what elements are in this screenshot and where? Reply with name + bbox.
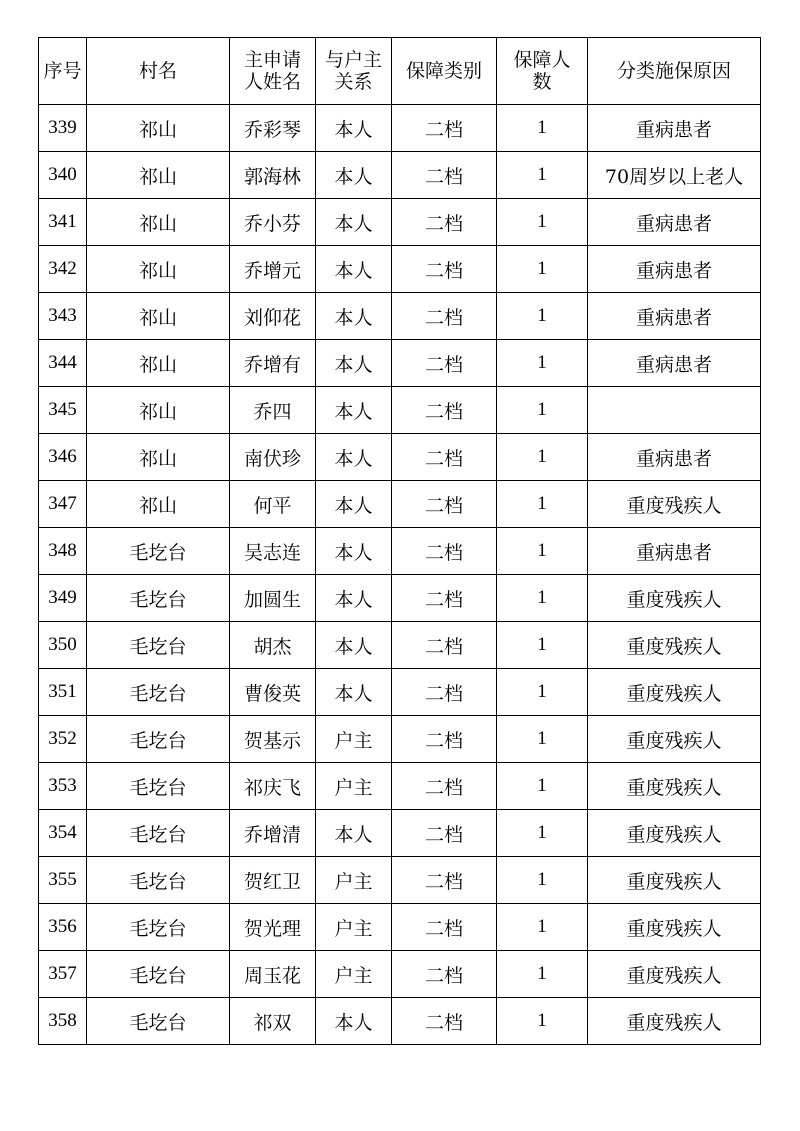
cell-reason: 重病患者 bbox=[588, 199, 761, 246]
cell-seq: 340 bbox=[39, 152, 87, 199]
cell-relation: 本人 bbox=[316, 387, 392, 434]
cell-count: 1 bbox=[497, 669, 588, 716]
cell-village: 祁山 bbox=[87, 387, 230, 434]
cell-seq: 352 bbox=[39, 716, 87, 763]
cell-relation: 户主 bbox=[316, 951, 392, 998]
cell-count: 1 bbox=[497, 857, 588, 904]
cell-seq: 350 bbox=[39, 622, 87, 669]
header-applicant-line2: 人姓名 bbox=[243, 71, 301, 93]
cell-count: 1 bbox=[497, 575, 588, 622]
cell-count: 1 bbox=[497, 763, 588, 810]
cell-relation: 本人 bbox=[316, 105, 392, 152]
cell-count: 1 bbox=[497, 434, 588, 481]
cell-reason: 重病患者 bbox=[588, 528, 761, 575]
cell-seq: 348 bbox=[39, 528, 87, 575]
table-row bbox=[39, 387, 761, 434]
cell-applicant-name: 吴志连 bbox=[230, 528, 316, 575]
cell-seq: 343 bbox=[39, 293, 87, 340]
table-row bbox=[39, 293, 761, 340]
cell-category: 二档 bbox=[392, 669, 497, 716]
cell-reason: 重度残疾人 bbox=[588, 481, 761, 528]
cell-village: 祁山 bbox=[87, 246, 230, 293]
cell-count: 1 bbox=[497, 152, 588, 199]
cell-seq: 345 bbox=[39, 387, 87, 434]
cell-relation: 户主 bbox=[316, 904, 392, 951]
cell-applicant-name: 南伏珍 bbox=[230, 434, 316, 481]
cell-count: 1 bbox=[497, 105, 588, 152]
cell-applicant-name: 祁庆飞 bbox=[230, 763, 316, 810]
header-applicant-line1: 主申请 bbox=[243, 49, 301, 71]
cell-village: 毛圪台 bbox=[87, 716, 230, 763]
cell-reason: 重病患者 bbox=[588, 340, 761, 387]
table-row bbox=[39, 763, 761, 810]
cell-village: 祁山 bbox=[87, 152, 230, 199]
cell-seq: 339 bbox=[39, 105, 87, 152]
cell-seq: 349 bbox=[39, 575, 87, 622]
cell-applicant-name: 周玉花 bbox=[230, 951, 316, 998]
cell-category: 二档 bbox=[392, 904, 497, 951]
cell-seq: 353 bbox=[39, 763, 87, 810]
cell-relation: 本人 bbox=[316, 293, 392, 340]
cell-applicant-name: 胡杰 bbox=[230, 622, 316, 669]
cell-count: 1 bbox=[497, 951, 588, 998]
header-category: 保障类别 bbox=[392, 38, 497, 105]
cell-category: 二档 bbox=[392, 528, 497, 575]
header-seq: 序号 bbox=[39, 38, 87, 105]
cell-relation: 本人 bbox=[316, 810, 392, 857]
cell-category: 二档 bbox=[392, 716, 497, 763]
cell-category: 二档 bbox=[392, 857, 497, 904]
cell-category: 二档 bbox=[392, 340, 497, 387]
table-body bbox=[39, 105, 761, 1045]
cell-seq: 342 bbox=[39, 246, 87, 293]
cell-reason bbox=[588, 387, 761, 434]
header-count-line1: 保障人 bbox=[513, 49, 571, 71]
cell-applicant-name: 乔增清 bbox=[230, 810, 316, 857]
cell-reason: 重病患者 bbox=[588, 246, 761, 293]
cell-category: 二档 bbox=[392, 293, 497, 340]
cell-seq: 358 bbox=[39, 998, 87, 1045]
cell-applicant-name: 郭海林 bbox=[230, 152, 316, 199]
cell-village: 毛圪台 bbox=[87, 904, 230, 951]
cell-relation: 本人 bbox=[316, 340, 392, 387]
cell-reason: 重度残疾人 bbox=[588, 669, 761, 716]
cell-reason: 重度残疾人 bbox=[588, 716, 761, 763]
cell-count: 1 bbox=[497, 387, 588, 434]
cell-category: 二档 bbox=[392, 199, 497, 246]
cell-reason: 70周岁以上老人 bbox=[588, 152, 761, 199]
cell-relation: 户主 bbox=[316, 857, 392, 904]
cell-village: 毛圪台 bbox=[87, 998, 230, 1045]
cell-category: 二档 bbox=[392, 434, 497, 481]
cell-relation: 本人 bbox=[316, 575, 392, 622]
cell-applicant-name: 刘仰花 bbox=[230, 293, 316, 340]
cell-reason: 重病患者 bbox=[588, 434, 761, 481]
cell-category: 二档 bbox=[392, 152, 497, 199]
table-row bbox=[39, 951, 761, 998]
cell-village: 祁山 bbox=[87, 199, 230, 246]
cell-relation: 本人 bbox=[316, 246, 392, 293]
cell-applicant-name: 乔彩琴 bbox=[230, 105, 316, 152]
cell-count: 1 bbox=[497, 904, 588, 951]
header-count-line2: 数 bbox=[532, 71, 552, 93]
cell-seq: 344 bbox=[39, 340, 87, 387]
cell-seq: 346 bbox=[39, 434, 87, 481]
cell-count: 1 bbox=[497, 246, 588, 293]
cell-reason: 重度残疾人 bbox=[588, 622, 761, 669]
cell-applicant-name: 加圆生 bbox=[230, 575, 316, 622]
cell-count: 1 bbox=[497, 622, 588, 669]
table-row bbox=[39, 105, 761, 152]
table-row bbox=[39, 528, 761, 575]
cell-village: 祁山 bbox=[87, 434, 230, 481]
cell-seq: 357 bbox=[39, 951, 87, 998]
cell-relation: 本人 bbox=[316, 669, 392, 716]
table-row bbox=[39, 481, 761, 528]
cell-category: 二档 bbox=[392, 387, 497, 434]
table-row bbox=[39, 904, 761, 951]
cell-category: 二档 bbox=[392, 998, 497, 1045]
document-page bbox=[38, 37, 761, 1045]
header-applicant bbox=[230, 38, 316, 105]
cell-reason: 重度残疾人 bbox=[588, 998, 761, 1045]
cell-relation: 本人 bbox=[316, 998, 392, 1045]
header-row bbox=[39, 38, 761, 105]
cell-count: 1 bbox=[497, 199, 588, 246]
cell-category: 二档 bbox=[392, 622, 497, 669]
cell-relation: 本人 bbox=[316, 199, 392, 246]
cell-category: 二档 bbox=[392, 246, 497, 293]
cell-applicant-name: 乔小芬 bbox=[230, 199, 316, 246]
cell-category: 二档 bbox=[392, 951, 497, 998]
cell-village: 毛圪台 bbox=[87, 622, 230, 669]
table-row bbox=[39, 716, 761, 763]
cell-relation: 本人 bbox=[316, 152, 392, 199]
table-row bbox=[39, 434, 761, 481]
cell-applicant-name: 曹俊英 bbox=[230, 669, 316, 716]
cell-seq: 347 bbox=[39, 481, 87, 528]
table-row bbox=[39, 669, 761, 716]
cell-village: 毛圪台 bbox=[87, 810, 230, 857]
table-row bbox=[39, 152, 761, 199]
cell-relation: 本人 bbox=[316, 434, 392, 481]
cell-seq: 351 bbox=[39, 669, 87, 716]
table-row bbox=[39, 340, 761, 387]
cell-applicant-name: 祁双 bbox=[230, 998, 316, 1045]
header-relation-line2: 关系 bbox=[334, 71, 373, 93]
cell-reason: 重度残疾人 bbox=[588, 575, 761, 622]
table-row bbox=[39, 810, 761, 857]
cell-seq: 354 bbox=[39, 810, 87, 857]
cell-count: 1 bbox=[497, 481, 588, 528]
table-row bbox=[39, 857, 761, 904]
cell-applicant-name: 贺红卫 bbox=[230, 857, 316, 904]
table-row bbox=[39, 199, 761, 246]
cell-reason: 重度残疾人 bbox=[588, 857, 761, 904]
cell-category: 二档 bbox=[392, 481, 497, 528]
header-village: 村名 bbox=[87, 38, 230, 105]
cell-village: 祁山 bbox=[87, 340, 230, 387]
cell-village: 毛圪台 bbox=[87, 669, 230, 716]
cell-count: 1 bbox=[497, 528, 588, 575]
cell-seq: 356 bbox=[39, 904, 87, 951]
table-row bbox=[39, 246, 761, 293]
cell-category: 二档 bbox=[392, 810, 497, 857]
cell-count: 1 bbox=[497, 293, 588, 340]
cell-village: 祁山 bbox=[87, 293, 230, 340]
header-count bbox=[497, 38, 588, 105]
cell-village: 毛圪台 bbox=[87, 857, 230, 904]
cell-reason: 重病患者 bbox=[588, 105, 761, 152]
cell-village: 祁山 bbox=[87, 105, 230, 152]
cell-seq: 341 bbox=[39, 199, 87, 246]
table-row bbox=[39, 622, 761, 669]
cell-seq: 355 bbox=[39, 857, 87, 904]
cell-reason: 重度残疾人 bbox=[588, 810, 761, 857]
cell-village: 毛圪台 bbox=[87, 951, 230, 998]
cell-reason: 重度残疾人 bbox=[588, 763, 761, 810]
cell-applicant-name: 乔四 bbox=[230, 387, 316, 434]
cell-relation: 本人 bbox=[316, 481, 392, 528]
assistance-table bbox=[38, 37, 761, 1045]
cell-applicant-name: 贺基示 bbox=[230, 716, 316, 763]
cell-village: 毛圪台 bbox=[87, 763, 230, 810]
cell-count: 1 bbox=[497, 810, 588, 857]
cell-category: 二档 bbox=[392, 575, 497, 622]
header-relation bbox=[316, 38, 392, 105]
cell-category: 二档 bbox=[392, 105, 497, 152]
cell-applicant-name: 乔增元 bbox=[230, 246, 316, 293]
cell-village: 毛圪台 bbox=[87, 575, 230, 622]
cell-relation: 户主 bbox=[316, 763, 392, 810]
table-row bbox=[39, 998, 761, 1045]
cell-count: 1 bbox=[497, 340, 588, 387]
cell-reason: 重病患者 bbox=[588, 293, 761, 340]
cell-relation: 本人 bbox=[316, 528, 392, 575]
cell-applicant-name: 何平 bbox=[230, 481, 316, 528]
cell-reason: 重度残疾人 bbox=[588, 904, 761, 951]
cell-village: 祁山 bbox=[87, 481, 230, 528]
cell-village: 毛圪台 bbox=[87, 528, 230, 575]
cell-applicant-name: 乔增有 bbox=[230, 340, 316, 387]
cell-count: 1 bbox=[497, 716, 588, 763]
header-reason: 分类施保原因 bbox=[588, 38, 761, 105]
cell-relation: 本人 bbox=[316, 622, 392, 669]
cell-applicant-name: 贺光理 bbox=[230, 904, 316, 951]
header-relation-line1: 与户主 bbox=[324, 49, 382, 71]
cell-reason: 重度残疾人 bbox=[588, 951, 761, 998]
cell-relation: 户主 bbox=[316, 716, 392, 763]
cell-category: 二档 bbox=[392, 763, 497, 810]
cell-count: 1 bbox=[497, 998, 588, 1045]
table-row bbox=[39, 575, 761, 622]
